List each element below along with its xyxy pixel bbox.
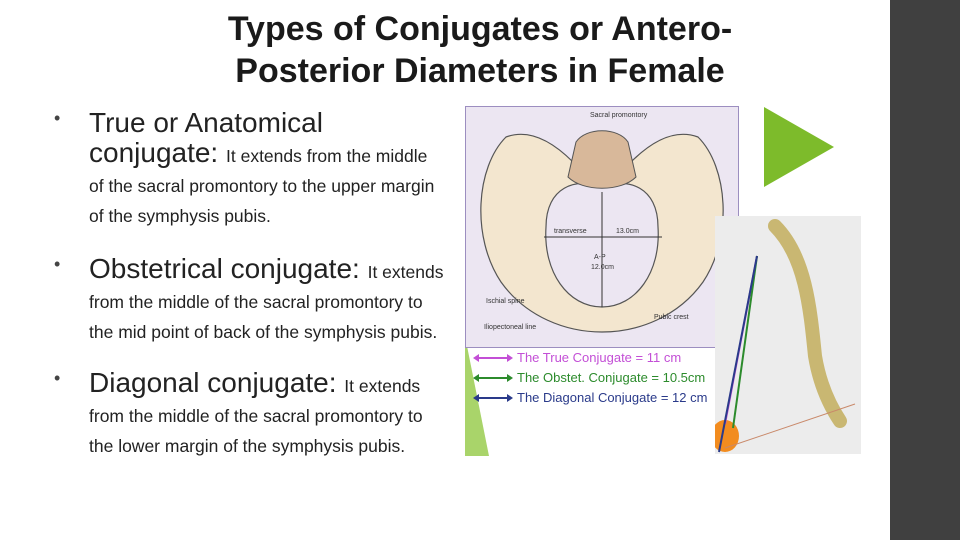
- slide-title: Types of Conjugates or Antero-Posterior Diameters in Female: [227, 10, 733, 90]
- bullet-text: It extends from the middle of the sacral promontory to the lower margin of the symphysis pubis.: [89, 376, 423, 456]
- transverse-value: 13.0cm: [616, 228, 639, 235]
- bullet-text: It extends from the middle of the sacral promontory to the mid point of back of the symphysis pubis.: [89, 262, 444, 342]
- bullet-true-conjugate: [54, 108, 444, 228]
- iliopectineal-line-label: Iliopectoneal line: [484, 324, 537, 331]
- ischial-spine-label: Ischial spine: [486, 298, 525, 305]
- legend-row-diagonal: [465, 388, 715, 408]
- bullet-diagonal-conjugate: [54, 368, 444, 458]
- sacral-promontory-label: Sacral promontory: [590, 112, 648, 119]
- bullet-heading: Diagonal conjugate:: [89, 367, 337, 398]
- pelvic-inlet-diagram: [465, 106, 739, 348]
- bullet-heading: Obstetrical conjugate:: [89, 253, 360, 284]
- pelvis-drawing: [466, 107, 738, 347]
- bullet-text: It extends from the middle of the sacral promontory to the upper margin of the symphysis pubis.: [89, 146, 435, 226]
- bullet-obstetrical-conjugate: [54, 254, 444, 344]
- transverse-label: transverse: [554, 228, 587, 235]
- arrow-icon: [473, 354, 513, 362]
- conjugate-legend: [465, 348, 715, 408]
- legend-row-true: [465, 348, 715, 368]
- arrow-icon: [473, 394, 513, 402]
- legend-label: The True Conjugate = 11 cm: [517, 350, 682, 365]
- bullet-dot: •: [54, 254, 61, 274]
- legend-row-obstet: [465, 368, 715, 388]
- arrow-icon: [473, 374, 513, 382]
- bullet-dot: •: [54, 108, 61, 128]
- bullet-heading: True or Anatomical conjugate:: [89, 107, 323, 168]
- legend-label: The Diagonal Conjugate = 12 cm: [517, 390, 708, 405]
- ap-value: 12.0cm: [591, 264, 614, 271]
- lateral-pelvis-drawing: [715, 216, 861, 454]
- pubic-crest-label: Pubic crest: [654, 314, 689, 321]
- legend-label: The Obstet. Conjugate = 10.5cm: [517, 370, 706, 385]
- bullet-dot: •: [54, 368, 61, 388]
- pelvis-figure: [465, 106, 861, 454]
- right-side-bar: [890, 0, 960, 540]
- ap-label: A-P: [594, 254, 606, 261]
